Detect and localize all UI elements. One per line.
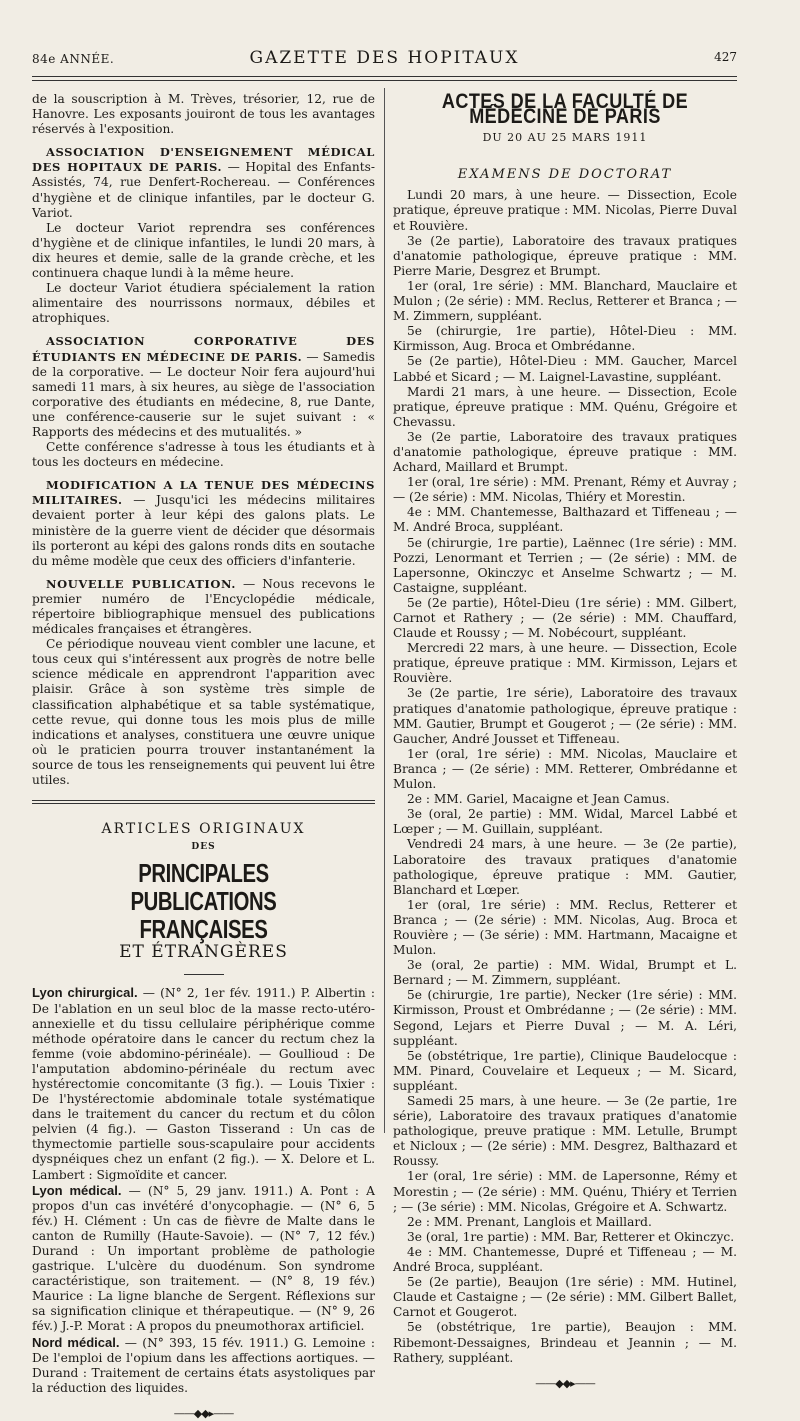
journal-entry bbox=[32, 985, 375, 1182]
column-divider bbox=[384, 88, 385, 1133]
notice-corporative bbox=[32, 334, 375, 440]
exam-paragraph: 3e (oral, 2e partie) : MM. Widal, Marcel Labbé et Lœper ; — M. Guillain, suppléant. bbox=[393, 807, 737, 837]
journal-text: — (N° 393, 15 fév. 1911.) G. Lemoine : De l'emploi de l'opium dans les affections aortiques. — Durand : Traitement de certains états asystoliques par la réduction des liquides. bbox=[32, 1335, 375, 1395]
notice-militaires bbox=[32, 478, 375, 569]
articles-heading-des: DES bbox=[191, 842, 216, 853]
journal-text: — (N° 2, 1er fév. 1911.) P. Albertin : De l'ablation en un seul bloc de la masse recto-utéro-annexielle et du tissu cellulaire périphérique comme méthode opératoire dans le cancer du rectum chez la femme (voie abdomino-périnéale). — Goullioud : De l'amputation abdomino-périnéale du rectum avec hystérectomie concomitante (3 fig.). — Louis Tixier : De l'hystérectomie abdominale totale systématique dans le traitement du cancer du rectum et du côlon pelvien (4 fig.). — Gaston Tisserand : Un cas de thymectomie partielle sous-scapulaire pour accidents dyspnéiques chez un enfant (2 fig.). — X. Delore et L. Lambert : Sigmoïdite et cancer. bbox=[32, 986, 375, 1182]
notice-text: — Samedis de la corporative. — Le docteur Noir fera aujourd'hui samedi 11 mars, à six heures, au siège de l'association corporative des étudiants en médecine, 8, rue Dante, une conférence-causerie sur le sujet suivant : « Rapports des médecins et des mutualités. » bbox=[32, 349, 375, 439]
right-column bbox=[393, 92, 737, 1391]
exam-paragraph: 1er (oral, 1re série) : MM. Nicolas, Mauclaire et Branca ; — (2e série) : MM. Retterer, Ombrédanne et Mulon. bbox=[393, 746, 737, 792]
ornament-divider: ——◆◆▸—— bbox=[535, 1376, 595, 1390]
issue-year: 84e ANNÉE. bbox=[32, 52, 115, 66]
intro-paragraph: de la souscription à M. Trèves, trésorier, 12, rue de Hanovre. Les exposants jouiront de tous les avantages réservés à l'exposition. bbox=[32, 92, 375, 137]
exam-paragraph: 5e (2e partie), Hôtel-Dieu (1re série) : MM. Gilbert, Carnot et Rathery ; — (2e série) : MM. Chauffard, Claude et Roussy ; — M. Nobécourt, suppléant. bbox=[393, 595, 737, 641]
articles-heading-sub: ET ÉTRANGÈRES bbox=[119, 942, 288, 963]
notice-text: — Hopital des Enfants-Assistés, 74, rue Denfert-Rochereau. — Conférences d'hygiène et de clinique infantiles, par le docteur G. Variot. bbox=[32, 160, 375, 220]
exam-paragraph: 3e (2e partie), Laboratoire des travaux pratiques d'anatomie pathologique, épreuve pratique : MM. Pierre Marie, Desgrez et Brumpt. bbox=[393, 233, 737, 278]
notice-heading: ASSOCIATION CORPORATIVE DES ÉTUDIANTS EN MÉDECINE DE PARIS. bbox=[32, 334, 375, 364]
exam-schedule bbox=[393, 188, 737, 1365]
journal-entry bbox=[32, 1335, 375, 1396]
short-rule bbox=[184, 974, 224, 975]
exam-paragraph: 1er (oral, 1re série) : MM. Prenant, Rémy et Auvray ; — (2e série) : MM. Nicolas, Thiéry et Morestin. bbox=[393, 475, 737, 505]
exam-paragraph: 3e (2e partie, Laboratoire des travaux pratiques d'anatomie pathologique, épreuve pratique : MM. Achard, Maillard et Brumpt. bbox=[393, 429, 737, 475]
articles-heading: ARTICLES ORIGINAUX bbox=[101, 821, 306, 838]
exam-paragraph: 1er (oral, 1re série) : MM. Blanchard, Mauclaire et Mulon ; (2e série) : MM. Reclus, Retterer et Branca ; — M. Zimmern, suppléant. bbox=[393, 278, 737, 324]
exam-paragraph: 3e (oral, 1re partie) : MM. Bar, Retterer et Okinczyc. bbox=[407, 1229, 735, 1244]
exam-paragraph: Mardi 21 mars, à une heure. — Dissection, Ecole pratique, épreuve pratique : MM. Quénu, Grégoire et Chevassu. bbox=[393, 384, 737, 429]
journal-name: Lyon chirurgical. bbox=[32, 985, 138, 1001]
notice-text: — Nous recevons le premier numéro de l'Encyclopédie médicale, répertoire bibliographique mensuel des publications médicales françaises et étrangères. bbox=[32, 576, 375, 637]
notice-paragraph: Le docteur Variot reprendra ses conférences d'hygiène et de clinique infantiles, le lundi 20 mars, à dix heures et demie, salle de la grande crèche, et les continuera chaque lundi à la même heure. bbox=[32, 220, 375, 281]
journal-name: Nord médical. bbox=[32, 1334, 120, 1350]
page-number: 427 bbox=[714, 50, 737, 64]
exam-paragraph: 4e : MM. Chantemesse, Balthazard et Tiffeneau ; — M. André Broca, suppléant. bbox=[393, 505, 737, 535]
exam-paragraph: 1er (oral, 1re série) : MM. Reclus, Retterer et Branca ; — (2e série) : MM. Nicolas, Aug. Broca et Rouvière ; — (3e série) : MM. Hartmann, Macaigne et Mulon. bbox=[393, 897, 737, 958]
exam-paragraph: 5e (2e partie), Hôtel-Dieu : MM. Gaucher, Marcel Labbé et Sicard ; — M. Laignel-Lavastine, suppléant. bbox=[393, 354, 737, 384]
exam-paragraph: 2e : MM. Prenant, Langlois et Maillard. bbox=[407, 1214, 652, 1229]
exams-heading: EXAMENS DE DOCTORAT bbox=[457, 167, 673, 183]
notice-paragraph: Le docteur Variot étudiera spécialement la ration alimentaire des nourrissons normaux, débiles et atrophiques. bbox=[32, 281, 375, 326]
exam-paragraph: 5e (obstétrique, 1re partie), Clinique Baudelocque : MM. Pinard, Couvelaire et Lequeux ; — M. Sicard, suppléant. bbox=[393, 1048, 737, 1093]
journal-title: GAZETTE DES HOPITAUX bbox=[249, 48, 520, 68]
section-double-rule bbox=[32, 800, 375, 804]
left-column bbox=[32, 92, 375, 1421]
exam-paragraph: Lundi 20 mars, à une heure. — Dissection, Ecole pratique, épreuve pratique : MM. Nicolas, Pierre Duval et Rouvière. bbox=[393, 188, 737, 233]
ornament-divider: ——◆◆▸—— bbox=[173, 1406, 234, 1420]
journal-entry bbox=[32, 1183, 375, 1335]
notice-publication bbox=[32, 577, 375, 637]
exam-paragraph: 5e (chirurgie, 1re partie), Hôtel-Dieu : MM. Kirmisson, Aug. Broca et Ombrédanne. bbox=[393, 324, 737, 354]
notice-enseignement bbox=[32, 145, 375, 220]
notice-paragraph: Ce périodique nouveau vient combler une lacune, et tous ceux qui s'intéressent aux progrès de notre belle science médicale en apprendront l'apparition avec plaisir. Grâce à son système très simple de classification alphabétique et sa table systématique, cette revue, qui donne tous les mois plus de mille indications et analyses, constituera une œuvre unique où le praticien pourra trouver instantanément la source de tous les renseignements qui peuvent lui être utiles. bbox=[32, 637, 375, 788]
exam-paragraph: 2e : MM. Gariel, Macaigne et Jean Camus. bbox=[407, 792, 670, 807]
exam-paragraph: 5e (2e partie), Beaujon (1re série) : MM. Hutinel, Claude et Castaigne ; — (2e série) : MM. Gilbert Ballet, Carnot et Gougerot. bbox=[393, 1275, 737, 1320]
notice-heading: NOUVELLE PUBLICATION. bbox=[46, 576, 236, 591]
articles-heading-main: PRINCIPALES PUBLICATIONS FRANÇAISES bbox=[130, 858, 277, 945]
notice-text: — Jusqu'ici les médecins militaires devaient porter à leur képi des galons plats. Le ministère de la guerre vient de décider que désormais ils porteront au képi des galons ronds dits en soutache du même modèle que ceux des officiers d'infanterie. bbox=[32, 493, 375, 568]
header-rule-bottom bbox=[32, 80, 737, 81]
notice-heading: MODIFICATION A LA TENUE DES MÉDECINS MILITAIRES. bbox=[32, 478, 375, 508]
exam-paragraph: 4e : MM. Chantemesse, Dupré et Tiffeneau ; — M. André Broca, suppléant. bbox=[393, 1244, 737, 1275]
journal-text: — (N° 5, 29 janv. 1911.) A. Pont : A propos d'un cas invétéré d'onycophagie. — (N° 6, 5 fév.) H. Clément : Un cas de fièvre de Malte dans le canton de Rumilly (Haute-Savoie). — (N° 7, 12 fév.) Durand : Un important problème de pathologie gastrique. L'ulcère du duodénum. Son syndrome caractéristique, son traitement. — (N° 8, 19 fév.) Maurice : La ligne blanche de Sergent. Réflexions sur sa signification clinique et thérapeutique. — (N° 9, 26 fév.) J.-P. Morat : A propos du pneumothorax artificiel. bbox=[32, 1183, 375, 1334]
exam-paragraph: 3e (oral, 2e partie) : MM. Widal, Brumpt et L. Bernard ; — M. Zimmern, suppléant. bbox=[393, 958, 737, 988]
exam-paragraph: 1er (oral, 1re série) : MM. de Lapersonne, Rémy et Morestin ; — (2e série) : MM. Quénu, Thiéry et Terrien ; — (3e série) : MM. Nicolas, Grégoire et A. Schwartz. bbox=[393, 1169, 737, 1214]
exam-paragraph: Vendredi 24 mars, à une heure. — 3e (2e partie), Laboratoire des travaux pratiques d'anatomie pathologique, épreuve pratique : MM. Gautier, Blanchard et Lœper. bbox=[393, 837, 737, 897]
exam-paragraph: Mercredi 22 mars, à une heure. — Dissection, Ecole pratique, épreuve pratique : MM. Kirmisson, Lejars et Rouvière. bbox=[393, 641, 737, 686]
page-header bbox=[32, 46, 737, 72]
exam-paragraph: 3e (2e partie, 1re série), Laboratoire des travaux pratiques d'anatomie pathologique, épreuve pratique : MM. Gautier, Brumpt et Gougerot ; — (2e série) : MM. Gaucher, André Jousset et Tiffeneau. bbox=[393, 686, 737, 746]
notice-heading: ASSOCIATION D'ENSEIGNEMENT MÉDICAL DES HOPITAUX DE PARIS. bbox=[32, 145, 375, 175]
exam-paragraph: 5e (chirurgie, 1re partie), Laënnec (1re série) : MM. Pozzi, Lenormant et Terrien ; — (2e série) : MM. de Lapersonne, Okinczyc et Anselme Schwartz ; — M. Castaigne, suppléant. bbox=[393, 535, 737, 595]
header-rule-top bbox=[32, 76, 737, 77]
exam-paragraph: 5e (obstétrique, 1re partie), Beaujon : MM. Ribemont-Dessaignes, Brindeau et Jeannin ; — M. Rathery, suppléant. bbox=[393, 1320, 737, 1365]
exam-paragraph: 5e (chirurgie, 1re partie), Necker (1re série) : MM. Kirmisson, Proust et Ombrédanne ; — (2e série) : MM. Segond, Lejars et Pierre Duval ; — M. A. Léri, suppléant. bbox=[393, 988, 737, 1048]
faculty-acts-title: ACTES DE LA FACULTÉ DE MÉDECINE DE PARIS bbox=[441, 90, 689, 129]
notice-paragraph: Cette conférence s'adresse à tous les étudiants et à tous les docteurs en médecine. bbox=[32, 440, 375, 470]
exam-paragraph: Samedi 25 mars, à une heure. — 3e (2e partie, 1re série), Laboratoire des travaux pratiques d'anatomie pathologique, preuve pratique : MM. Letulle, Brumpt et Nicloux ; — (2e série) : MM. Desgrez, Balthazard et Roussy. bbox=[393, 1094, 737, 1169]
journal-name: Lyon médical. bbox=[32, 1182, 122, 1198]
faculty-acts-dates: DU 20 AU 25 MARS 1911 bbox=[482, 131, 648, 145]
